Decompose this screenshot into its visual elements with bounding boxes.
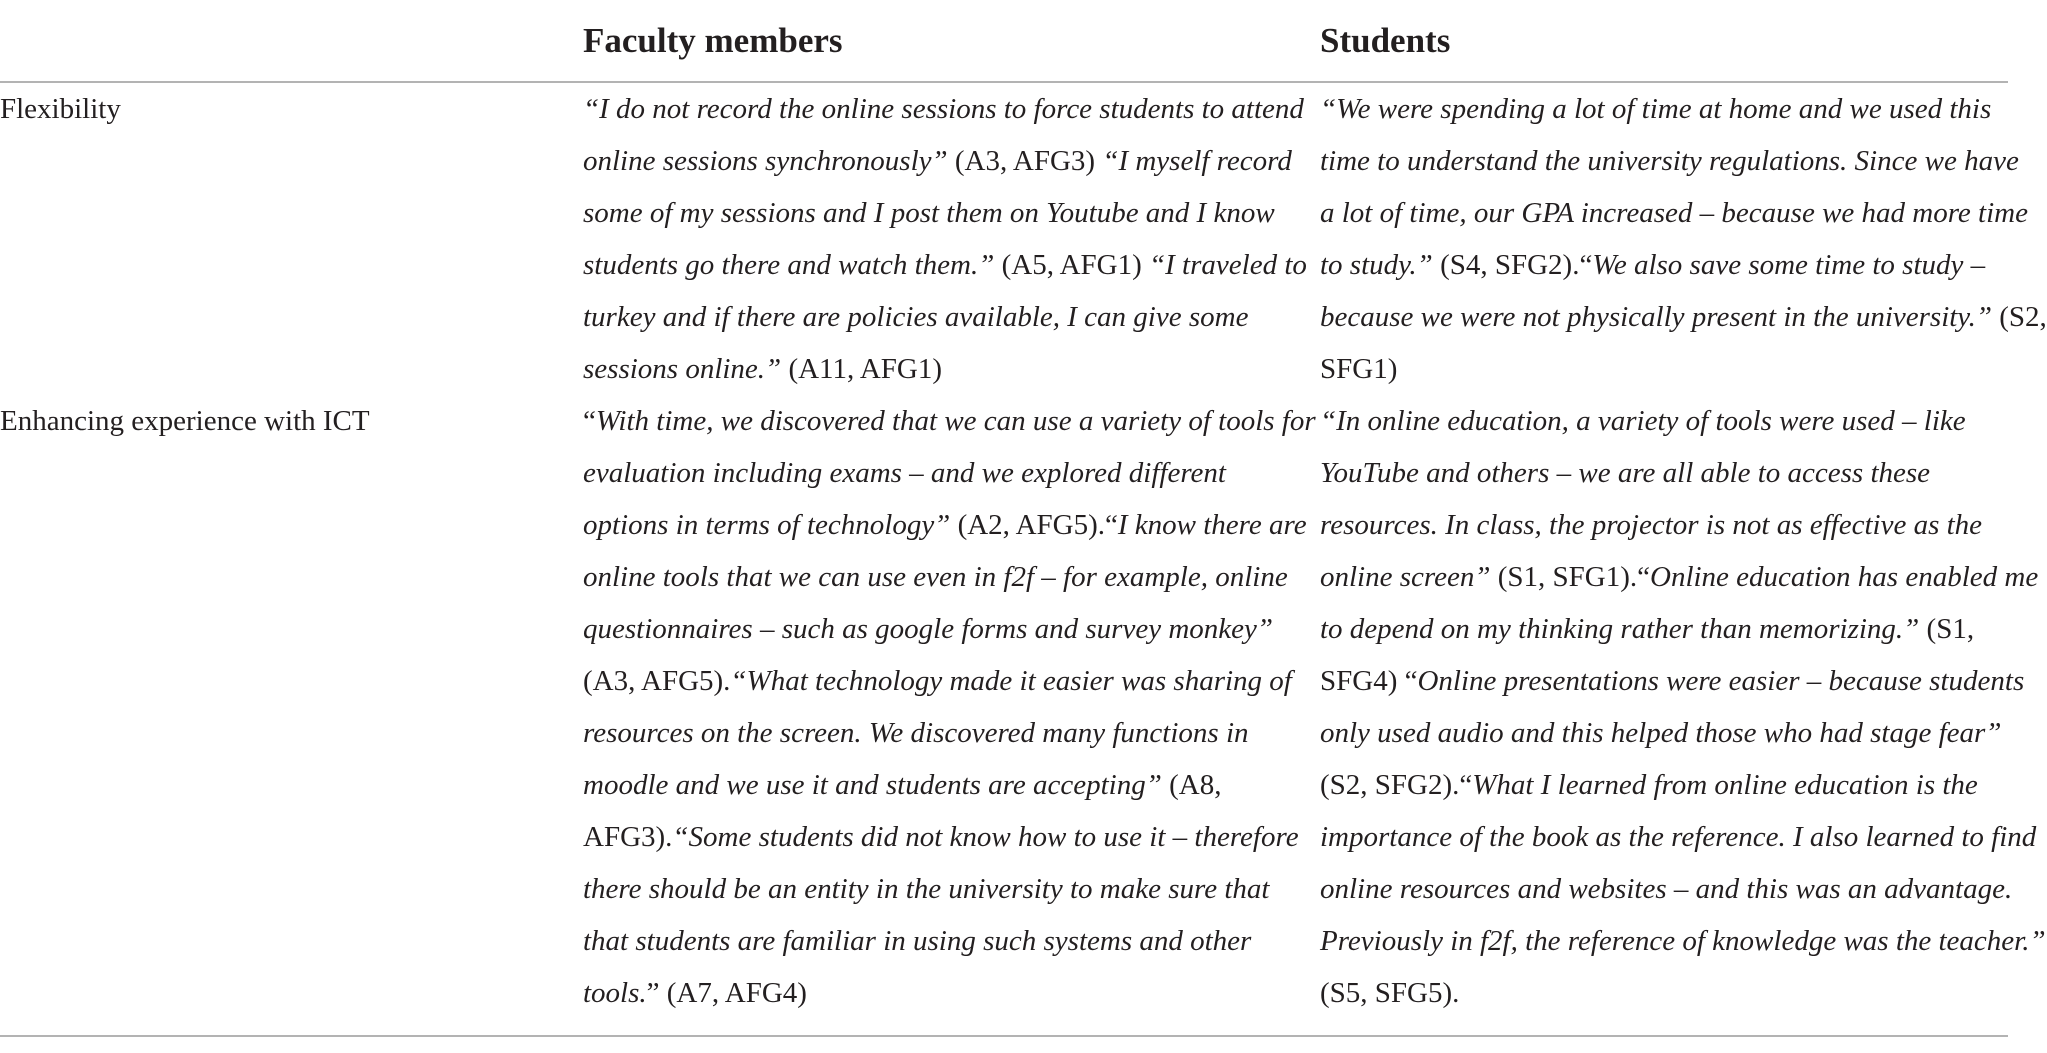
quote-text: resources on the screen. We discovered many functions in: [583, 717, 1249, 749]
quote-line: [1320, 759, 2008, 811]
quote-line: [583, 759, 1303, 811]
quote-line: [583, 655, 1303, 707]
citation-text: (A3, AFG3): [947, 145, 1103, 177]
faculty-quotes-cell: [583, 83, 1307, 395]
quote-text: evaluation including exams – and we explored different: [583, 457, 1226, 489]
quote-text: online resources and websites – and this was an advantage.: [1320, 873, 2013, 905]
citation-text: AFG3).: [583, 821, 673, 853]
quote-text: sessions online.”: [583, 353, 782, 385]
quote-line: [583, 239, 1307, 291]
quote-text: online tools that we can use even in f2f – for example, online: [583, 561, 1288, 593]
quote-text: turkey and if there are policies available, I can give some: [583, 301, 1249, 333]
quote-text: there should be an entity in the university to make sure that: [583, 873, 1270, 905]
quote-line: [583, 811, 1303, 863]
quote-line: [1320, 915, 2046, 967]
quote-line: [1320, 239, 2008, 291]
quote-line: [583, 967, 1303, 1019]
theme-label: Flexibility: [0, 93, 121, 125]
quote-line: [1320, 863, 2013, 915]
quote-line: [1320, 499, 2008, 551]
table-row-flexibility: [0, 83, 2047, 395]
quote-line: [1320, 395, 2008, 447]
quote-text: time to understand the university regulations. Since we have: [1320, 145, 2019, 177]
quote-text: online screen”: [1320, 561, 1491, 593]
quote-line: [1320, 343, 2008, 395]
quote-text: “We were spending a lot of time at home and we used this: [1320, 93, 1992, 125]
quote-line: [583, 499, 1307, 551]
quote-text: to study.”: [1320, 249, 1433, 281]
student-quotes-cell: [1320, 83, 2047, 395]
table-header: [0, 0, 2008, 83]
quote-text: because we were not physically present in the university.”: [1320, 301, 1992, 333]
citation-text: (A5, AFG1): [994, 249, 1150, 281]
citation-text: (S5, SFG5).: [1320, 977, 1460, 1009]
quote-line: [583, 447, 1303, 499]
quote-text: only used audio and this helped those who had stage fear”: [1320, 717, 2002, 749]
quote-text: resources. In class, the projector is not as effective as the: [1320, 509, 1983, 541]
quote-line: [583, 135, 1303, 187]
quote-line: [583, 343, 1303, 395]
citation-text: “: [583, 405, 596, 437]
quote-text: What I learned from online education is the: [1472, 769, 1978, 801]
quote-text: “In online education, a variety of tools were used – like: [1320, 405, 1966, 437]
quote-text: options in terms of technology”: [583, 509, 951, 541]
quote-line: [1320, 551, 2039, 603]
quote-line: [1320, 967, 2008, 1019]
quote-text: questionnaires – such as google forms and survey monkey”: [583, 613, 1274, 645]
table-bottom-rule: [0, 1035, 2008, 1037]
theme-label: Enhancing experience with ICT: [0, 405, 370, 437]
citation-text: ” (A7, AFG4): [646, 977, 807, 1009]
quote-line: [1320, 187, 2028, 239]
citation-text: (S4, SFG2).“: [1432, 249, 1593, 281]
quote-text: We also save some time to study –: [1592, 249, 1986, 281]
quote-line: [583, 83, 1303, 135]
quote-text: moodle and we use it and students are accepting”: [583, 769, 1162, 801]
table-row-enhancing-experience-with-ict: [0, 395, 2046, 1020]
quote-line: [583, 707, 1303, 759]
citation-text: (A11, AFG1): [781, 353, 943, 385]
quote-text: With time, we discovered that we can use a variety of tools for: [595, 405, 1316, 437]
quote-text: importance of the book as the reference. I also learned to find: [1320, 821, 2037, 853]
quote-text: some of my sessions and I post them on Youtube and I know: [583, 197, 1275, 229]
quote-text: I know there are: [1117, 509, 1307, 541]
quote-text: that students are familiar in using such systems and other: [583, 925, 1252, 957]
student-quotes-cell: [1320, 395, 2046, 1019]
quote-text: students go there and watch them.”: [583, 249, 995, 281]
quote-text: “I traveled to: [1149, 249, 1307, 281]
citation-text: (A8,: [1161, 769, 1222, 801]
header-students: Students: [1320, 21, 1451, 60]
quote-line: [1320, 811, 2037, 863]
citation-text: (A3, AFG5).: [583, 665, 731, 697]
quote-line: [583, 863, 1303, 915]
quote-text: YouTube and others – we are all able to access these: [1320, 457, 1931, 489]
quote-text: tools.: [583, 977, 647, 1009]
quote-line: [1320, 135, 2019, 187]
quote-line: [1320, 447, 2008, 499]
quote-text: online sessions synchronously”: [583, 145, 948, 177]
quote-text: a lot of time, our GPA increased – because we had more time: [1320, 197, 2028, 229]
quote-line: [583, 603, 1303, 655]
quote-text: Previously in f2f, the reference of knowledge was the teacher.”: [1320, 925, 2046, 957]
header-faculty-members: Faculty members: [583, 21, 843, 60]
quote-text: “What technology made it easier was sharing of: [730, 665, 1292, 697]
citation-text: (S2,: [1991, 301, 2047, 333]
quote-text: Online education has enabled me: [1650, 561, 2039, 593]
quote-text: to depend on my thinking rather than memorizing.”: [1320, 613, 1920, 645]
quote-line: [1320, 291, 2047, 343]
quote-line: [1320, 707, 2008, 759]
quote-text: Online presentations were easier – because students: [1417, 665, 2025, 697]
citation-text: (S1, SFG1).“: [1490, 561, 1650, 593]
quote-line: [583, 291, 1303, 343]
quote-line: [583, 915, 1303, 967]
citation-text: SFG1): [1320, 353, 1398, 385]
faculty-quotes-cell: [583, 395, 1316, 1019]
citation-text: SFG4) “: [1320, 665, 1418, 697]
quote-line: [583, 187, 1303, 239]
quote-text: “I do not record the online sessions to force students to attend: [583, 93, 1304, 125]
quote-line: [1320, 603, 2008, 655]
quote-line: [1320, 83, 2008, 135]
quote-line: [583, 395, 1316, 447]
quote-line: [583, 551, 1303, 603]
quote-text: “I myself record: [1102, 145, 1292, 177]
citation-text: (A2, AFG5).“: [950, 509, 1118, 541]
citation-text: (S1,: [1919, 613, 1975, 645]
quote-line: [1320, 655, 2025, 707]
quote-text: “Some students did not know how to use it – therefore: [672, 821, 1299, 853]
citation-text: (S2, SFG2).“: [1320, 769, 1473, 801]
